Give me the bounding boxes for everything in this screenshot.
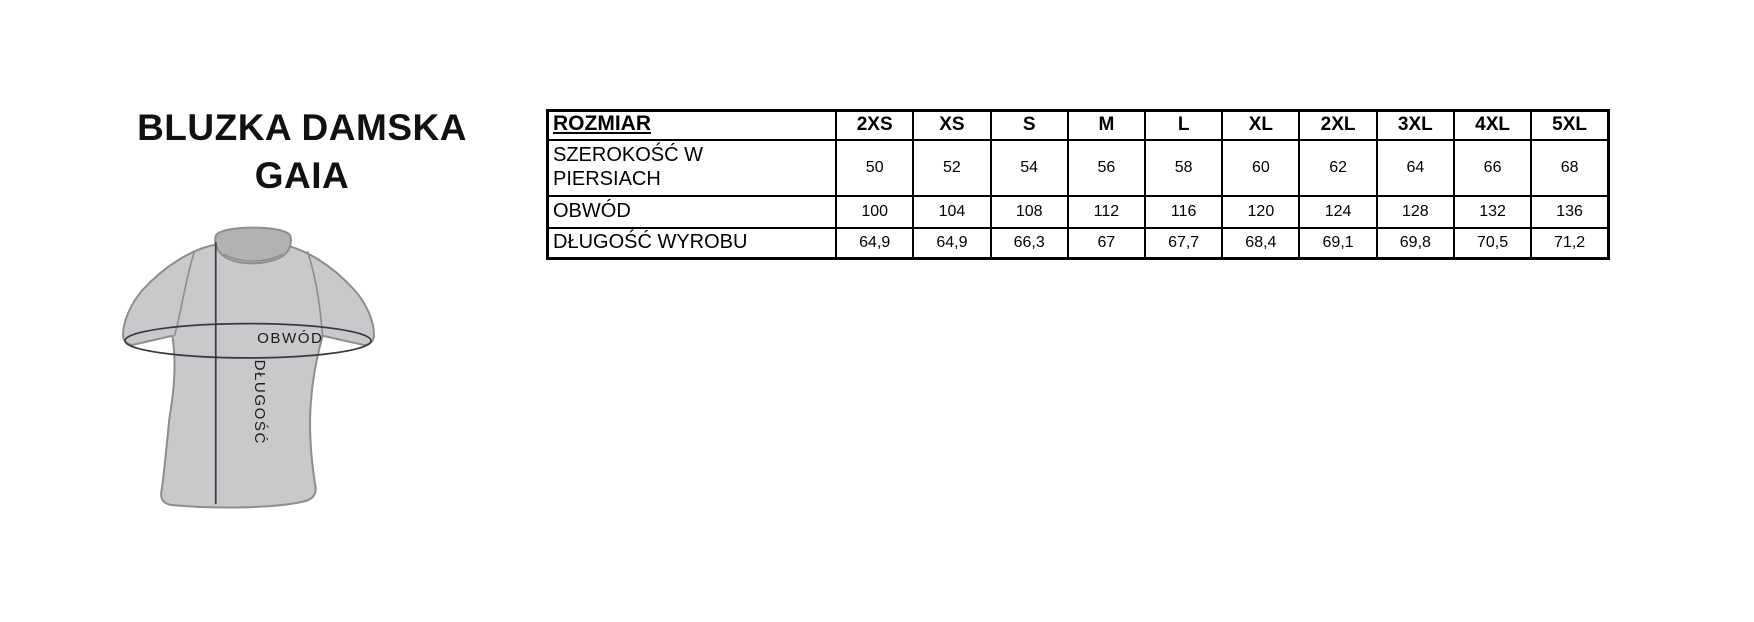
row-label-cell: OBWÓD xyxy=(548,196,837,228)
size-header-cell: S xyxy=(991,111,1068,140)
value-cell: 120 xyxy=(1222,196,1299,228)
value-cell: 52 xyxy=(913,140,990,196)
value-cell: 116 xyxy=(1145,196,1222,228)
product-title-line1: BLUZKA DAMSKA xyxy=(137,107,467,148)
value-cell: 112 xyxy=(1068,196,1145,228)
size-table-body xyxy=(548,140,1609,259)
size-header-cell: XL xyxy=(1222,111,1299,140)
length-label: DŁUGOŚĆ xyxy=(251,359,269,445)
size-header-cell: 2XL xyxy=(1299,111,1376,140)
circumference-label: OBWÓD xyxy=(257,329,324,347)
value-cell: 66 xyxy=(1454,140,1531,196)
size-header-cell: L xyxy=(1145,111,1222,140)
table-row xyxy=(548,196,1609,228)
size-header-cell: 5XL xyxy=(1531,111,1608,140)
size-header-cell: 2XS xyxy=(836,111,913,140)
value-cell: 70,5 xyxy=(1454,228,1531,259)
value-cell: 128 xyxy=(1377,196,1454,228)
value-cell: 62 xyxy=(1299,140,1376,196)
value-cell: 50 xyxy=(836,140,913,196)
value-cell: 67,7 xyxy=(1145,228,1222,259)
size-header-cell: M xyxy=(1068,111,1145,140)
value-cell: 132 xyxy=(1454,196,1531,228)
value-cell: 136 xyxy=(1531,196,1608,228)
value-cell: 64 xyxy=(1377,140,1454,196)
size-header-cell: 3XL xyxy=(1377,111,1454,140)
size-header-rozmiar: ROZMIAR xyxy=(548,111,837,140)
value-cell: 64,9 xyxy=(836,228,913,259)
row-label-cell: SZEROKOŚĆ W PIERSIACH xyxy=(548,140,837,196)
value-cell: 104 xyxy=(913,196,990,228)
size-header-cell: 4XL xyxy=(1454,111,1531,140)
value-cell: 64,9 xyxy=(913,228,990,259)
tshirt-diagram xyxy=(122,221,376,517)
value-cell: 124 xyxy=(1299,196,1376,228)
product-title xyxy=(72,104,532,200)
value-cell: 67 xyxy=(1068,228,1145,259)
value-cell: 100 xyxy=(836,196,913,228)
tshirt-collar xyxy=(215,228,291,264)
value-cell: 108 xyxy=(991,196,1068,228)
value-cell: 69,1 xyxy=(1299,228,1376,259)
value-cell: 68,4 xyxy=(1222,228,1299,259)
value-cell: 60 xyxy=(1222,140,1299,196)
value-cell: 66,3 xyxy=(991,228,1068,259)
table-row xyxy=(548,228,1609,259)
value-cell: 71,2 xyxy=(1531,228,1608,259)
product-title-line2: GAIA xyxy=(254,155,350,197)
value-cell: 68 xyxy=(1531,140,1608,196)
tshirt-body xyxy=(123,244,374,507)
table-row xyxy=(548,140,1609,196)
size-header-cell: XS xyxy=(913,111,990,140)
value-cell: 69,8 xyxy=(1377,228,1454,259)
size-table-header-row xyxy=(548,111,1609,140)
row-label-cell: DŁUGOŚĆ WYROBU xyxy=(548,228,837,259)
size-table xyxy=(546,109,1610,260)
value-cell: 56 xyxy=(1068,140,1145,196)
value-cell: 58 xyxy=(1145,140,1222,196)
value-cell: 54 xyxy=(991,140,1068,196)
